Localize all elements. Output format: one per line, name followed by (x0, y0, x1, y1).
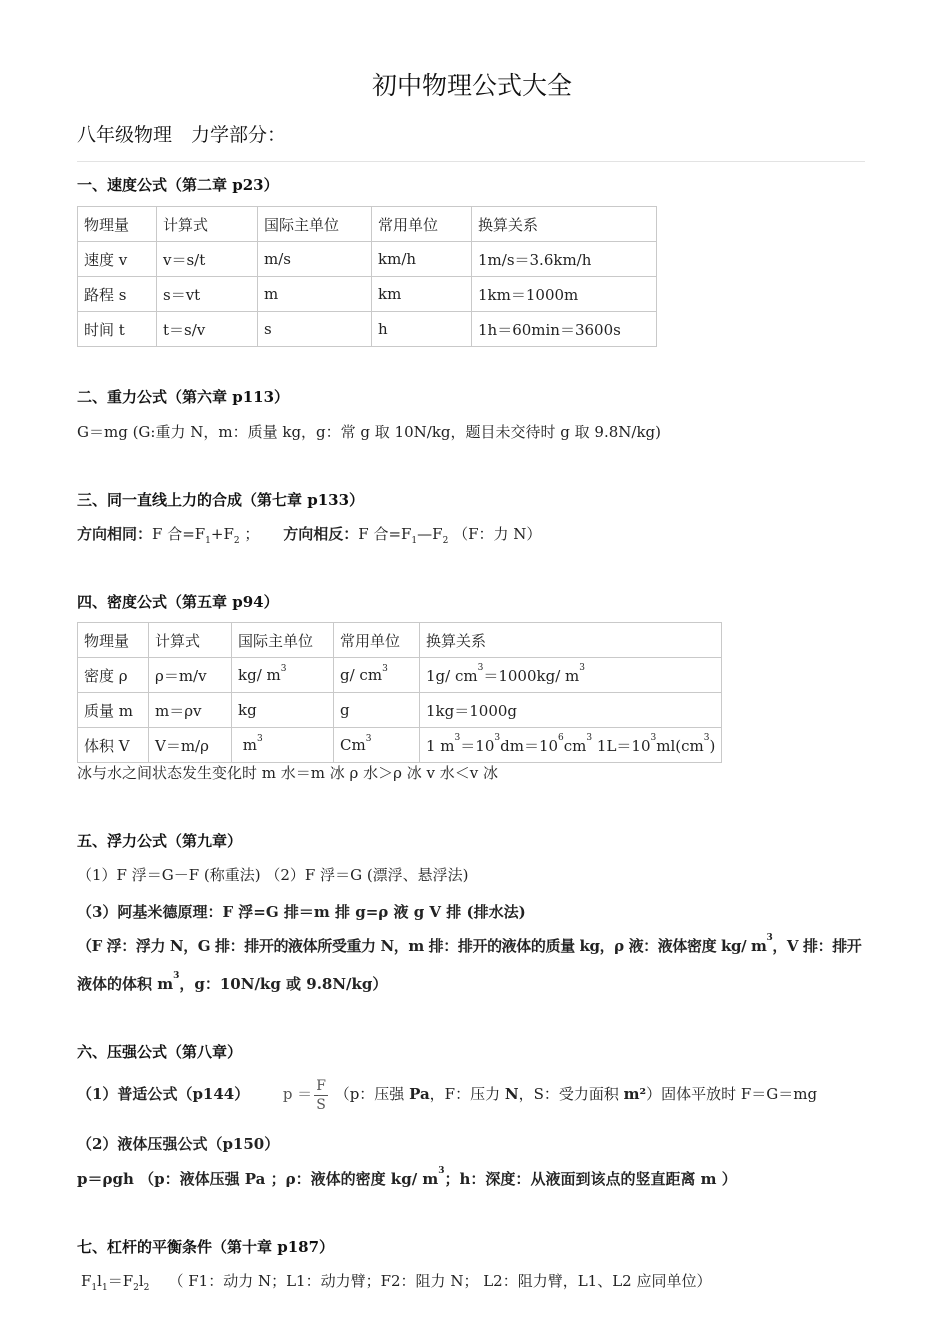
table-cell: 时间 t (78, 312, 157, 347)
table-cell: 路程 s (78, 277, 157, 312)
liquid-pressure-label: （2）液体压强公式（p150） (77, 1135, 280, 1153)
table-cell: 质量 m (78, 693, 149, 728)
divider (77, 161, 865, 162)
table-cell: km (372, 277, 472, 312)
pressure-general-line: （1）普适公式（p144） p ＝ $\frac{F}{S}$ （p：压强 Pa，F：压力 N，S：受力面积 m²）固体平放时 F＝G＝mg (77, 1077, 818, 1113)
table-cell: 计算式 (149, 623, 232, 658)
table-cell: 体积 V (78, 728, 149, 763)
table-cell: 1kg＝1000g (420, 693, 722, 728)
table-cell: 物理量 (78, 623, 149, 658)
section-heading-force-composition: 三、同一直线上力的合成（第七章 p133） (77, 491, 365, 509)
table-cell: h (372, 312, 472, 347)
table-cell: 密度 ρ (78, 658, 149, 693)
table-cell: 计算式 (157, 207, 258, 242)
liquid-pressure-formula: p＝ρgh （p：液体压强 Pa ；ρ：液体的密度 kg/ $m^3$；h：深度：从液面到该点的竖直距离 m ） (77, 1166, 737, 1188)
table-cell: Cm$^3$ (334, 728, 420, 763)
table-cell: $m^3$ (232, 728, 334, 763)
same-direction-label: 方向相同： (77, 525, 153, 543)
pressure-general-label: （1）普适公式（p144） (77, 1085, 250, 1103)
table-header-row (78, 207, 657, 242)
table-row (78, 693, 722, 728)
table-header-row (78, 623, 722, 658)
table-cell: V＝m/ρ (149, 728, 232, 763)
table-cell: 1 $m^3=10^3dm=10^6cm^3$ $1L=10^3ml(cm^3)$ (420, 728, 722, 763)
table-cell: v＝s/t (157, 242, 258, 277)
section-heading-gravity: 二、重力公式（第六章 p113） (77, 388, 290, 406)
table-cell: s (258, 312, 372, 347)
table-cell: ρ＝m/v (149, 658, 232, 693)
table-row (78, 658, 722, 693)
buoyancy-archimedes: （3）阿基米德原理：F 浮=G 排＝m 排 g=ρ 液 g V 排 (排水法) (77, 903, 526, 921)
table-cell: km/h (372, 242, 472, 277)
table-cell: t＝s/v (157, 312, 258, 347)
table-cell: 换算关系 (472, 207, 657, 242)
speed-table (77, 206, 657, 347)
table-cell: g/ $cm^3$ (334, 658, 420, 693)
table-cell: 常用单位 (334, 623, 420, 658)
table-cell: 常用单位 (372, 207, 472, 242)
pressure-fraction: $\frac{F}{S}$ (316, 1077, 326, 1113)
opposite-direction-label: 方向相反： (283, 525, 359, 543)
table-row (78, 728, 722, 763)
document-title: 初中物理公式大全 (371, 71, 572, 100)
table-row (78, 242, 657, 277)
table-cell: kg/ $m^3$ (232, 658, 334, 693)
section-heading-speed: 一、速度公式（第二章 p23） (77, 176, 279, 194)
table-cell: m/s (258, 242, 372, 277)
table-cell: 1h＝60min＝3600s (472, 312, 657, 347)
table-cell: 换算关系 (420, 623, 722, 658)
section-heading-buoyancy: 五、浮力公式（第九章） (77, 832, 243, 850)
table-cell: m＝ρv (149, 693, 232, 728)
density-table (77, 622, 722, 763)
table-cell: 速度 v (78, 242, 157, 277)
table-cell: m (258, 277, 372, 312)
document-subtitle: 八年级物理 力学部分： (77, 124, 287, 146)
section-heading-lever: 七、杠杆的平衡条件（第十章 p187） (77, 1238, 335, 1256)
table-cell: g (334, 693, 420, 728)
buoyancy-line-1: （1）F 浮＝G－F (称重法) （2）F 浮＝G (漂浮、悬浮法) (77, 866, 469, 884)
section-heading-pressure: 六、压强公式（第八章） (77, 1043, 243, 1061)
lever-formula-line: $F_1l_1=F_2l_2$ （ F1：动力 N；L1：动力臂；F2：阻力 N； L2：阻力臂，L1、L2 应同单位） (81, 1272, 712, 1293)
buoyancy-legend-2: 液体的体积 $m^3$，g：10N/kg 或 9.8N/kg） (77, 971, 388, 993)
buoyancy-legend-1: （F 浮：浮力 N，G 排：排开的液体所受重力 N，m 排：排开的液体的质量 kg，ρ 液：液体密度 kg/ $m^3$，V 排：排开 (77, 933, 862, 955)
force-composition-line: 方向相同：F 合$=F_1+F_2$ ； 方向相反：F 合$=F_1—F_2$ （F：力 N） (77, 525, 542, 546)
table-cell: 1km＝1000m (472, 277, 657, 312)
table-cell: 1g/ $cm^3=1000kg/$ $m^3$ (420, 658, 722, 693)
section-heading-density: 四、密度公式（第五章 p94） (77, 593, 279, 611)
table-cell: 物理量 (78, 207, 157, 242)
table-cell: s＝vt (157, 277, 258, 312)
table-cell: kg (232, 693, 334, 728)
table-row (78, 277, 657, 312)
table-cell: 1m/s＝3.6km/h (472, 242, 657, 277)
gravity-formula: G＝mg (G:重力 N，m：质量 kg，g：常 g 取 10N/kg，题目未交待时 g 取 9.8N/kg) (77, 423, 661, 441)
table-row (78, 312, 657, 347)
table-cell: 国际主单位 (232, 623, 334, 658)
density-state-note: 冰与水之间状态发生变化时 m 水＝m 冰 ρ 水＞ρ 冰 v 水＜v 冰 (77, 764, 498, 782)
table-cell: 国际主单位 (258, 207, 372, 242)
